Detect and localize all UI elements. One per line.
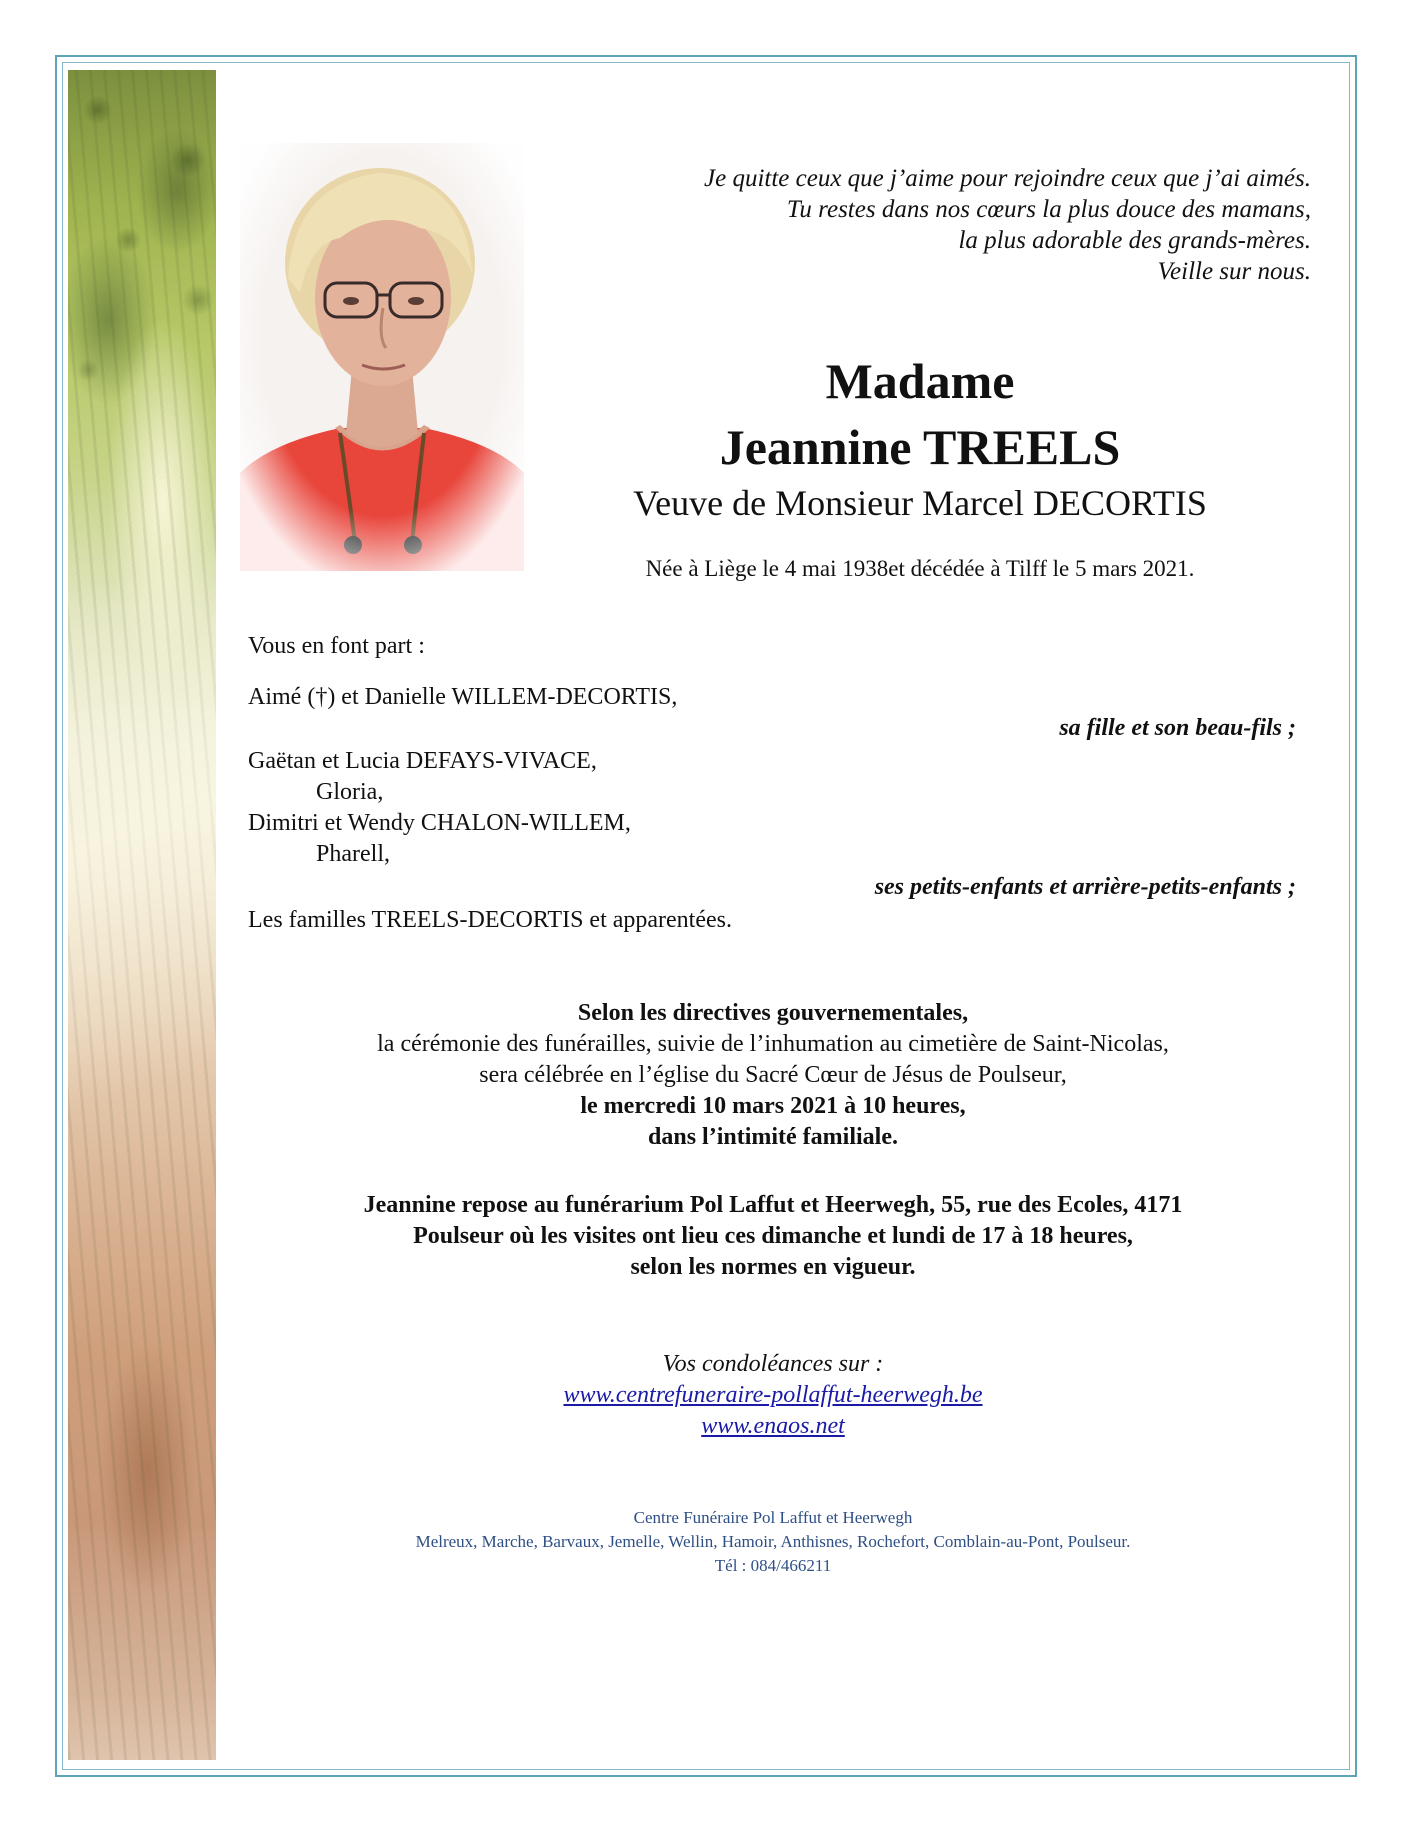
family-line-3: Gloria,	[316, 779, 384, 805]
ceremony-line-3: sera célébrée en l’église du Sacré Cœur de Jésus de Poulseur,	[479, 1062, 1067, 1088]
forest-path-image	[68, 70, 216, 1760]
name-title-line-1: Madame	[825, 353, 1015, 409]
condolences-link-2[interactable]: www.enaos.net	[701, 1413, 845, 1439]
portrait-photo	[240, 143, 524, 571]
family-line-2: Gaëtan et Lucia DEFAYS-VIVACE,	[248, 748, 597, 774]
visit-line-2: Poulseur où les visites ont lieu ces dimanche et lundi de 17 à 18 heures,	[413, 1223, 1133, 1249]
condolences-link-1[interactable]: www.centrefuneraire-pollaffut-heerwegh.be	[563, 1382, 983, 1408]
family-line-4: Dimitri et Wendy CHALON-WILLEM,	[248, 810, 631, 836]
name-title-line-2: Jeannine TREELS	[719, 419, 1121, 475]
visit-line-1: Jeannine repose au funérarium Pol Laffut et Heerwegh, 55, rue des Ecoles, 4171	[363, 1192, 1183, 1218]
relation-2: ses petits-enfants et arrière-petits-enfants ;	[874, 874, 1296, 900]
ceremony-line-5: dans l’intimité familiale.	[648, 1124, 898, 1150]
quote-line-4: Veille sur nous.	[1157, 258, 1311, 285]
family-line-1: Aimé (†) et Danielle WILLEM-DECORTIS,	[248, 684, 678, 710]
quote-line-3: la plus adorable des grands-mères.	[958, 227, 1311, 254]
quote-line-2: Tu restes dans nos cœurs la plus douce des mamans,	[786, 196, 1311, 223]
family-line-5: Pharell,	[316, 841, 390, 867]
ceremony-line-4: le mercredi 10 mars 2021 à 10 heures,	[580, 1093, 966, 1119]
family-intro: Vous en font part :	[248, 633, 425, 659]
ceremony-line-1: Selon les directives gouvernementales,	[577, 1000, 969, 1026]
condolences-label: Vos condoléances sur :	[662, 1351, 884, 1377]
footer-phone: Tél : 084/466211	[714, 1556, 832, 1575]
footer-company-name: Centre Funéraire Pol Laffut et Heerwegh	[633, 1508, 913, 1527]
quote-line-1: Je quitte ceux que j’aime pour rejoindre ceux que j’ai aimés.	[704, 165, 1311, 192]
ceremony-line-2: la cérémonie des funérailles, suivie de l’inhumation au cimetière de Saint-Nicolas,	[377, 1031, 1169, 1057]
family-line-6: Les familles TREELS-DECORTIS et apparentées.	[248, 907, 732, 933]
visit-line-3: selon les normes en vigueur.	[630, 1254, 916, 1280]
relation-1: sa fille et son beau-fils ;	[1059, 715, 1296, 741]
widow-subtitle: Veuve de Monsieur Marcel DECORTIS	[633, 483, 1207, 523]
footer-locations: Melreux, Marche, Barvaux, Jemelle, Wellin, Hamoir, Anthisnes, Rochefort, Comblain-au-Pont, Poulseur.	[415, 1532, 1131, 1551]
birth-death-dates: Née à Liège le 4 mai 1938et décédée à Tilff le 5 mars 2021.	[645, 556, 1195, 581]
